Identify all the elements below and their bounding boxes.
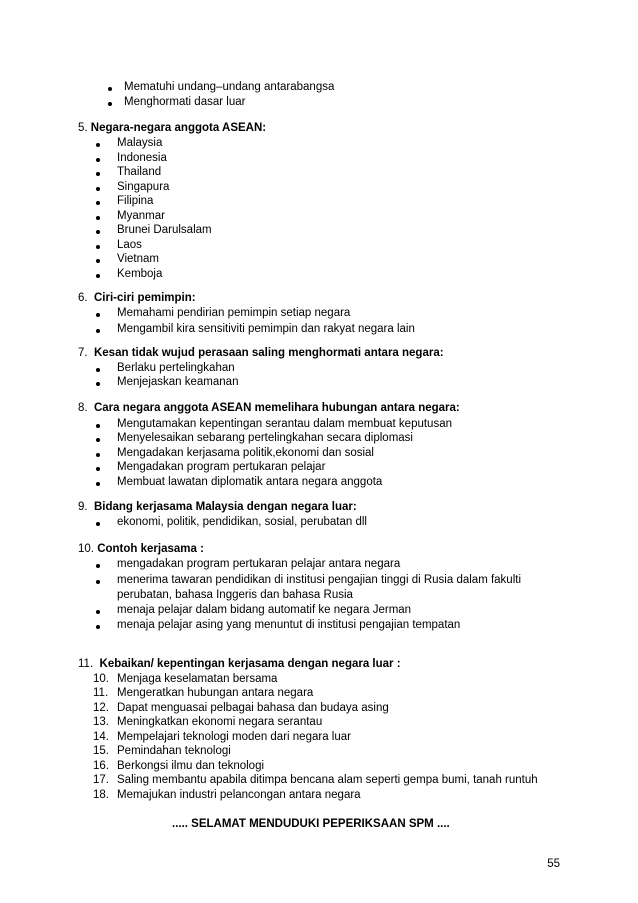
bullet-icon	[96, 482, 100, 486]
section-heading: 8. Cara negara anggota ASEAN memelihara hubungan antara negara:	[78, 402, 460, 414]
bullet-icon	[96, 625, 100, 629]
list-item: Mengadakan program pertukaran pelajar	[117, 461, 326, 473]
section-heading: 11. Kebaikan/ kepentingan kerjasama dengan negara luar :	[78, 658, 401, 670]
bullet-icon	[96, 564, 100, 568]
bullet-icon	[96, 467, 100, 471]
list-item: Mengambil kira sensitiviti pemimpin dan rakyat negara lain	[117, 323, 415, 335]
bullet-icon	[96, 216, 100, 220]
list-number: 11.	[93, 687, 109, 699]
list-item: Berlaku pertelingkahan	[117, 362, 235, 374]
bullet-icon	[96, 438, 100, 442]
list-item: ekonomi, politik, pendidikan, sosial, perubatan dll	[117, 516, 367, 528]
list-number: 10.	[93, 673, 109, 685]
list-item: Menjaga keselamatan bersama	[117, 673, 278, 685]
list-item: Saling membantu apabila ditimpa bencana alam seperti gempa bumi, tanah runtuh	[117, 774, 538, 786]
list-item: menaja pelajar dalam bidang automatif ke negara Jerman	[117, 604, 412, 616]
list-item: Filipina	[117, 195, 154, 207]
bullet-icon	[96, 245, 100, 249]
list-item: menerima tawaran pendidikan di institusi pengajian tinggi di Rusia dalam fakulti	[117, 574, 522, 586]
page-number: 55	[547, 858, 560, 870]
bullet-icon	[108, 87, 112, 91]
bullet-icon	[96, 158, 100, 162]
list-item: Memahami pendirian pemimpin setiap negara	[117, 307, 351, 319]
list-item: Menghormati dasar luar	[124, 96, 246, 108]
list-item: Berkongsi ilmu dan teknologi	[117, 760, 265, 772]
bullet-icon	[96, 230, 100, 234]
list-number: 13.	[93, 716, 109, 728]
list-item-continuation: perubatan, bahasa Inggeris dan bahasa Rusia	[117, 589, 353, 601]
list-item: Indonesia	[117, 152, 167, 164]
list-item: Thailand	[117, 166, 162, 178]
bullet-icon	[96, 259, 100, 263]
list-item: Malaysia	[117, 137, 163, 149]
bullet-icon	[96, 382, 100, 386]
list-item: Vietnam	[117, 253, 159, 265]
bullet-icon	[96, 580, 100, 584]
list-item: Kemboja	[117, 268, 163, 280]
section-heading: 5. Negara-negara anggota ASEAN:	[78, 122, 267, 134]
bullet-icon	[96, 274, 100, 278]
section-heading: 10. Contoh kerjasama :	[78, 543, 204, 555]
bullet-icon	[96, 368, 100, 372]
list-item: Mengeratkan hubungan antara negara	[117, 687, 314, 699]
list-item: Memajukan industri pelancongan antara negara	[117, 789, 361, 801]
list-number: 12.	[93, 702, 109, 714]
list-item: Meningkatkan ekonomi negara serantau	[117, 716, 323, 728]
bullet-icon	[96, 453, 100, 457]
list-item: menaja pelajar asing yang menuntut di institusi pengajian tempatan	[117, 619, 461, 631]
list-item: Myanmar	[117, 210, 165, 222]
bullet-icon	[96, 424, 100, 428]
list-item: Membuat lawatan diplomatik antara negara anggota	[117, 476, 383, 488]
bullet-icon	[96, 201, 100, 205]
bullet-icon	[96, 329, 100, 333]
bullet-icon	[96, 143, 100, 147]
list-item: Pemindahan teknologi	[117, 745, 231, 757]
list-item: Mengadakan kerjasama politik,ekonomi dan sosial	[117, 447, 374, 459]
section-heading: 7. Kesan tidak wujud perasaan saling menghormati antara negara:	[78, 347, 444, 359]
list-number: 14.	[93, 731, 109, 743]
bullet-icon	[96, 522, 100, 526]
list-item: Mematuhi undang–undang antarabangsa	[124, 81, 335, 93]
section-heading: 9. Bidang kerjasama Malaysia dengan negara luar:	[78, 501, 357, 513]
bullet-icon	[96, 313, 100, 317]
list-item: Mempelajari teknologi moden dari negara luar	[117, 731, 351, 743]
list-number: 17.	[93, 774, 109, 786]
closing-message: ..... SELAMAT MENDUDUKI PEPERIKSAAN SPM ....	[172, 818, 450, 830]
list-item: Mengutamakan kepentingan serantau dalam membuat keputusan	[117, 418, 452, 430]
list-item: Menjejaskan keamanan	[117, 376, 239, 388]
list-number: 16.	[93, 760, 109, 772]
list-number: 18.	[93, 789, 109, 801]
bullet-icon	[96, 610, 100, 614]
list-item: Dapat menguasai pelbagai bahasa dan budaya asing	[117, 702, 389, 714]
bullet-icon	[96, 187, 100, 191]
bullet-icon	[108, 102, 112, 106]
list-item: Singapura	[117, 181, 170, 193]
list-item: Brunei Darulsalam	[117, 224, 212, 236]
bullet-icon	[96, 172, 100, 176]
list-item: Menyelesaikan sebarang pertelingkahan secara diplomasi	[117, 432, 413, 444]
list-number: 15.	[93, 745, 109, 757]
section-heading: 6. Ciri-ciri pemimpin:	[78, 292, 196, 304]
list-item: mengadakan program pertukaran pelajar antara negara	[117, 558, 401, 570]
list-item: Laos	[117, 239, 142, 251]
